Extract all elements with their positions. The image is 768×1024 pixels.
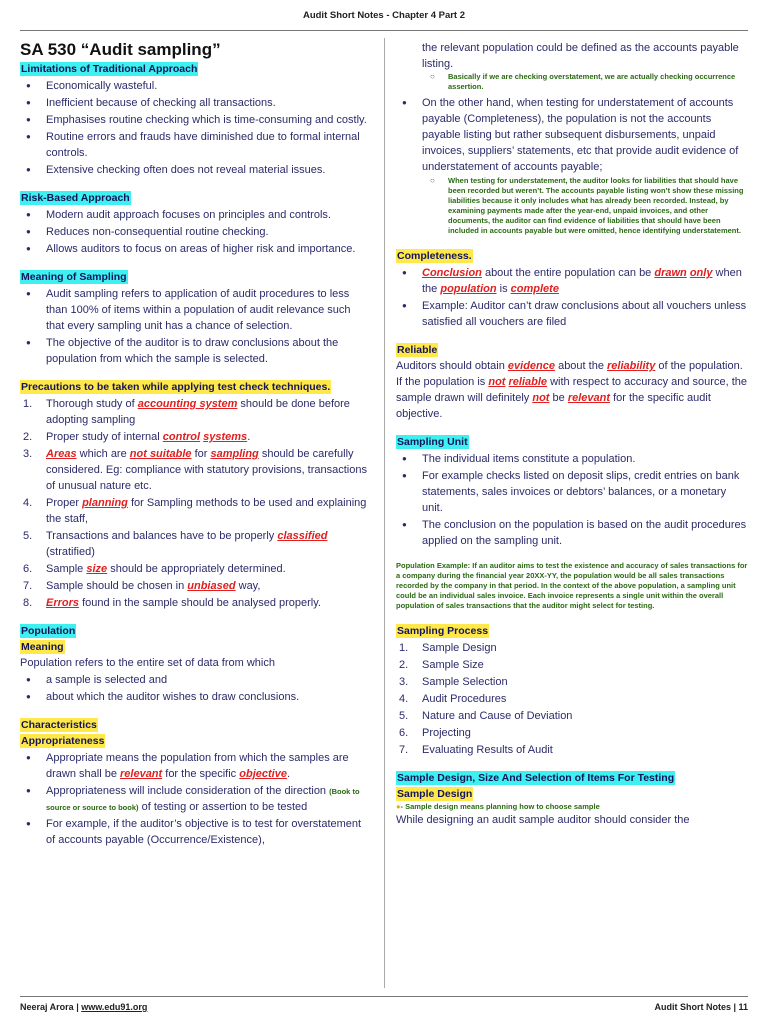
- sample-design-text: While designing an audit sample auditor should consider the: [396, 814, 690, 826]
- characteristics-heading: Characteristics: [21, 719, 97, 731]
- continued-text: the relevant population could be defined as the accounts payable listing.: [422, 42, 739, 70]
- list-item: ● For example checks listed on deposit slips, credit entries on bank statements, sales invoices or debtors’ balances, or a monetary unit.: [396, 468, 748, 516]
- header-rule: [20, 30, 748, 31]
- completeness-heading: Completeness.: [397, 250, 472, 262]
- list-item: ● Audit sampling refers to application of audit procedures to less than 100% of items within a population of audit relevance such that every sampling unit has a chance of selection.: [20, 286, 368, 334]
- understatement-list: [396, 95, 748, 175]
- list-item: 1. Thorough study of accounting system should be done before adopting sampling: [23, 398, 350, 426]
- list-item: 8. Errors found in the sample should be analysed properly.: [23, 597, 321, 609]
- population-subheading: Meaning: [21, 641, 64, 653]
- sample-design-subheading: Sample Design: [397, 788, 473, 800]
- footer-right: Audit Short Notes | 11: [654, 1002, 748, 1012]
- population-example: Population Example: If an auditor aims to test the existence and accuracy of sales transactions for a company during the financial year 20XX-YY, the population would be all sales transactions recorded by the company in that period. In the context of the above population, a sampling unit could be an individual sales invoice. Each invoice represents a single unit within the overall population of sales transactions that the auditor might select for testing.: [396, 561, 748, 610]
- list-item: ● Conclusion about the entire population can be drawn only when the population is complete: [396, 265, 748, 297]
- page-header: Audit Short Notes - Chapter 4 Part 2: [302, 10, 466, 21]
- list-item: 4. Proper planning for Sampling methods to be used and explaining the staff,: [23, 497, 367, 525]
- list-item: 1. Sample Design: [399, 642, 497, 654]
- completeness-list: [396, 265, 748, 330]
- traditional-heading: Limitations of Traditional Approach: [21, 63, 198, 75]
- reliable-heading: Reliable: [397, 344, 438, 356]
- list-item: ● Routine errors and frauds have diminished due to formal internal controls.: [20, 129, 368, 161]
- list-item: 2. Sample Size: [399, 659, 484, 671]
- list-item: 3. Areas which are not suitable for sampling should be carefully considered. Eg: compliance with statutory provisions, transactions of unusual nature etc.: [23, 448, 367, 492]
- list-item: ● Inefficient because of checking all transactions.: [20, 95, 368, 111]
- left-column: [20, 40, 368, 849]
- population-list: [20, 672, 368, 705]
- column-divider: [384, 38, 385, 988]
- list-item: 3. Sample Selection: [399, 676, 508, 688]
- meaning-list: [20, 286, 368, 367]
- list-item: 4. Audit Procedures: [399, 693, 507, 705]
- list-item: ● Reduces non-consequential routine checking.: [20, 224, 368, 240]
- list-item: ● Example: Auditor can’t draw conclusions about all vouchers unless satisfied all vouchers are filed: [396, 298, 748, 330]
- list-item: ● Extensive checking often does not reveal material issues.: [20, 162, 368, 178]
- population-heading: Population: [21, 625, 76, 637]
- risk-heading: Risk-Based Approach: [21, 192, 130, 204]
- sampling-process-list: [396, 640, 748, 758]
- sample-design-note: ●- Sample design means planning how to choose sample: [396, 802, 600, 811]
- list-item: 7. Sample should be chosen in unbiased way,: [23, 580, 261, 592]
- list-item: 6. Projecting: [399, 727, 471, 739]
- site-link[interactable]: www.edu91.org: [81, 1002, 148, 1012]
- sample-design-heading: Sample Design, Size And Selection of Items For Testing: [397, 772, 675, 784]
- lightbulb-icon: ●: [396, 802, 401, 811]
- list-item: ● The objective of the auditor is to draw conclusions about the population from which the sample is selected.: [20, 335, 368, 367]
- sampling-unit-list: [396, 451, 748, 549]
- list-item: ● a sample is selected and: [20, 672, 368, 688]
- footer-rule: [20, 996, 748, 997]
- right-column: [396, 40, 748, 828]
- sampling-unit-heading: Sampling Unit: [397, 436, 468, 448]
- meaning-heading: Meaning of Sampling: [21, 271, 127, 283]
- note-understatement: ○ When testing for understatement, the auditor looks for liabilities that should have been recorded but weren’t. The accounts payable listing won’t show these missing liabilities because it only includes what has already been recorded. Instead, by examining payments made after the year-end, unpaid invoices, and other documents, the auditor can find evidence of liabilities that should have been included in accounts payable but were omitted, hence identifying understatement.: [430, 176, 744, 235]
- list-item: 5. Transactions and balances have to be properly classified (stratified): [23, 530, 328, 558]
- list-item: ● On the other hand, when testing for understatement of accounts payable (Completeness), the population is not the accounts payable listing but rather subsequent disbursements, unpaid invoices, suppliers’ statements, etc that provide audit evidence of understatement of accounts payable;: [396, 95, 748, 175]
- appropriateness-subheading: Appropriateness: [21, 735, 105, 747]
- list-item: 5. Nature and Cause of Deviation: [399, 710, 573, 722]
- page-title: SA 530 “Audit sampling”: [20, 40, 221, 59]
- risk-list: [20, 207, 368, 257]
- list-item: ● about which the auditor wishes to draw conclusions.: [20, 689, 368, 705]
- note-overstatement: ○ Basically if we are checking overstatement, we are actually checking occurrence assertion.: [430, 72, 736, 91]
- list-item: ● The conclusion on the population is based on the audit procedures applied on the sampling unit.: [396, 517, 748, 549]
- precautions-heading: Precautions to be taken while applying test check techniques.: [21, 381, 331, 393]
- precautions-list: [20, 396, 368, 611]
- list-item: ● For example, if the auditor’s objective is to test for overstatement of accounts payable (Occurrence/Existence),: [20, 816, 368, 848]
- list-item: ● Appropriateness will include consideration of the direction (Book to source or source to book) of testing or assertion to be tested: [20, 783, 368, 815]
- list-item: ● Allows auditors to focus on areas of higher risk and importance.: [20, 241, 368, 257]
- list-item: ● The individual items constitute a population.: [396, 451, 748, 467]
- characteristics-list: [20, 750, 368, 848]
- footer-left: Neeraj Arora | www.edu91.org: [20, 1002, 148, 1012]
- list-item: 6. Sample size should be appropriately determined.: [23, 563, 286, 575]
- list-item: ● Modern audit approach focuses on principles and controls.: [20, 207, 368, 223]
- reliable-text: Auditors should obtain evidence about the reliability of the population. If the population is not reliable with respect to accuracy and source, the sample drawn will definitely not be relevant for the specific audit objective.: [396, 360, 747, 420]
- traditional-list: [20, 78, 368, 178]
- sampling-process-heading: Sampling Process: [397, 625, 489, 637]
- list-item: ● Emphasises routine checking which is time-consuming and costly.: [20, 112, 368, 128]
- list-item: 7. Evaluating Results of Audit: [399, 744, 553, 756]
- population-text: Population refers to the entire set of data from which: [20, 657, 275, 669]
- list-item: 2. Proper study of internal control systems.: [23, 431, 251, 443]
- list-item: ● Economically wasteful.: [20, 78, 368, 94]
- list-item: ● Appropriate means the population from which the samples are drawn shall be relevant for the specific objective.: [20, 750, 368, 782]
